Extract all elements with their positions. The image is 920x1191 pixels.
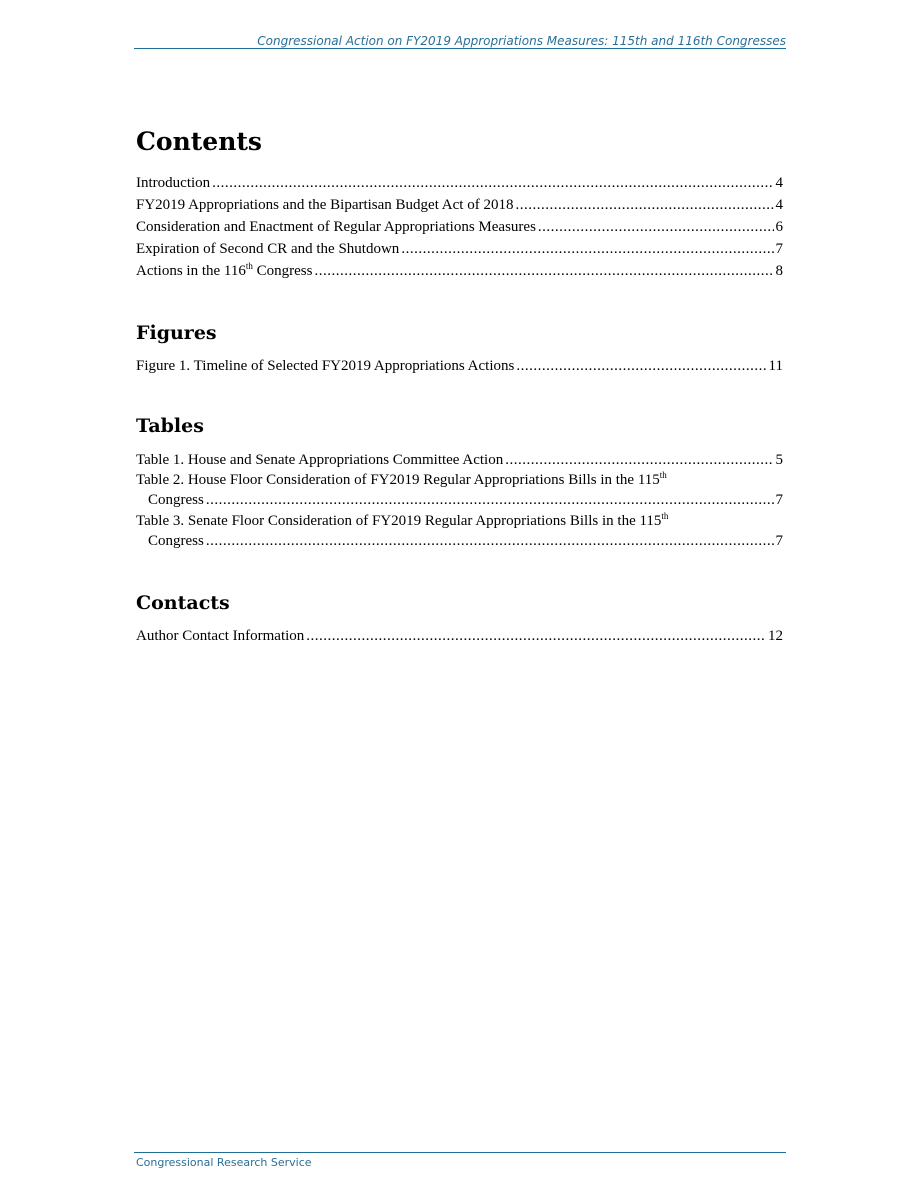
dot-leader xyxy=(206,531,774,551)
page-footer xyxy=(134,1152,786,1169)
toc-entry-expiration-shutdown[interactable] xyxy=(136,238,783,260)
figures-heading: Figures xyxy=(136,322,217,344)
dot-leader xyxy=(401,238,773,260)
toc-entry-table-3[interactable] xyxy=(136,512,783,531)
toc-entry-label xyxy=(136,471,667,490)
dot-leader xyxy=(206,490,774,510)
toc-entry-figure-1[interactable] xyxy=(136,355,783,377)
toc-entry-page: 12 xyxy=(768,628,783,644)
toc-entry-page: 8 xyxy=(775,263,783,279)
toc-entry-table-2-continued[interactable] xyxy=(136,490,783,512)
toc-entry-label: Figure 1. Timeline of Selected FY2019 Appropriations Actions xyxy=(136,358,515,374)
label-text: Actions in the 116 xyxy=(136,263,246,279)
toc-entry-label: FY2019 Appropriations and the Bipartisan Budget Act of 2018 xyxy=(136,197,514,213)
dot-leader xyxy=(306,625,766,647)
toc-entry-label: Congress xyxy=(148,492,204,508)
toc-entry-page: 7 xyxy=(775,492,783,508)
ordinal-suffix: th xyxy=(659,471,667,480)
toc-entry-actions-116th[interactable] xyxy=(136,260,783,282)
contacts-list xyxy=(136,625,783,647)
toc-entry-table-2[interactable] xyxy=(136,471,783,490)
toc-entry-page: 5 xyxy=(775,452,783,468)
contents-list xyxy=(136,172,783,282)
toc-entry-table-3-continued[interactable] xyxy=(136,531,783,553)
toc-entry-label: Author Contact Information xyxy=(136,628,305,644)
tables-list xyxy=(136,449,783,553)
header-title: Congressional Action on FY2019 Appropriations Measures: 115th and 116th Congresses xyxy=(257,34,786,48)
toc-entry-author-contact[interactable] xyxy=(136,625,783,647)
dot-leader xyxy=(505,449,773,471)
ordinal-suffix: th xyxy=(661,512,669,521)
dot-leader xyxy=(212,172,773,194)
label-text: Table 3. Senate Floor Consideration of FY2019 Regular Appropriations Bills in the 115 xyxy=(136,513,662,529)
toc-entry-table-1[interactable] xyxy=(136,449,783,471)
toc-entry-label xyxy=(136,260,312,282)
toc-entry-label xyxy=(136,512,668,531)
toc-entry-introduction[interactable] xyxy=(136,172,783,194)
dot-leader xyxy=(538,216,774,238)
label-text: Congress xyxy=(252,263,313,279)
figures-list xyxy=(136,355,783,377)
toc-entry-label: Congress xyxy=(148,533,204,549)
contents-heading: Contents xyxy=(136,127,263,156)
dot-leader xyxy=(516,355,766,377)
toc-entry-label: Table 1. House and Senate Appropriations Committee Action xyxy=(136,452,504,468)
ordinal-suffix: th xyxy=(245,261,253,271)
toc-entry-page: 11 xyxy=(768,358,783,374)
toc-entry-page: 4 xyxy=(775,197,783,213)
dot-leader xyxy=(515,194,773,216)
page-header xyxy=(134,32,786,49)
toc-entry-label: Expiration of Second CR and the Shutdown xyxy=(136,241,400,257)
toc-entry-label: Introduction xyxy=(136,175,211,191)
toc-entry-page: 7 xyxy=(775,241,783,257)
toc-entry-page: 4 xyxy=(775,175,783,191)
toc-entry-bipartisan-budget-act[interactable] xyxy=(136,194,783,216)
dot-leader xyxy=(314,260,773,282)
footer-text: Congressional Research Service xyxy=(136,1156,312,1169)
label-text: Table 2. House Floor Consideration of FY2019 Regular Appropriations Bills in the 115 xyxy=(136,472,660,488)
contacts-heading: Contacts xyxy=(136,592,230,614)
toc-entry-consideration-enactment[interactable] xyxy=(136,216,783,238)
toc-entry-page: 7 xyxy=(775,533,783,549)
toc-entry-label: Consideration and Enactment of Regular Appropriations Measures xyxy=(136,219,536,235)
tables-heading: Tables xyxy=(136,415,204,437)
toc-entry-page: 6 xyxy=(775,219,783,235)
